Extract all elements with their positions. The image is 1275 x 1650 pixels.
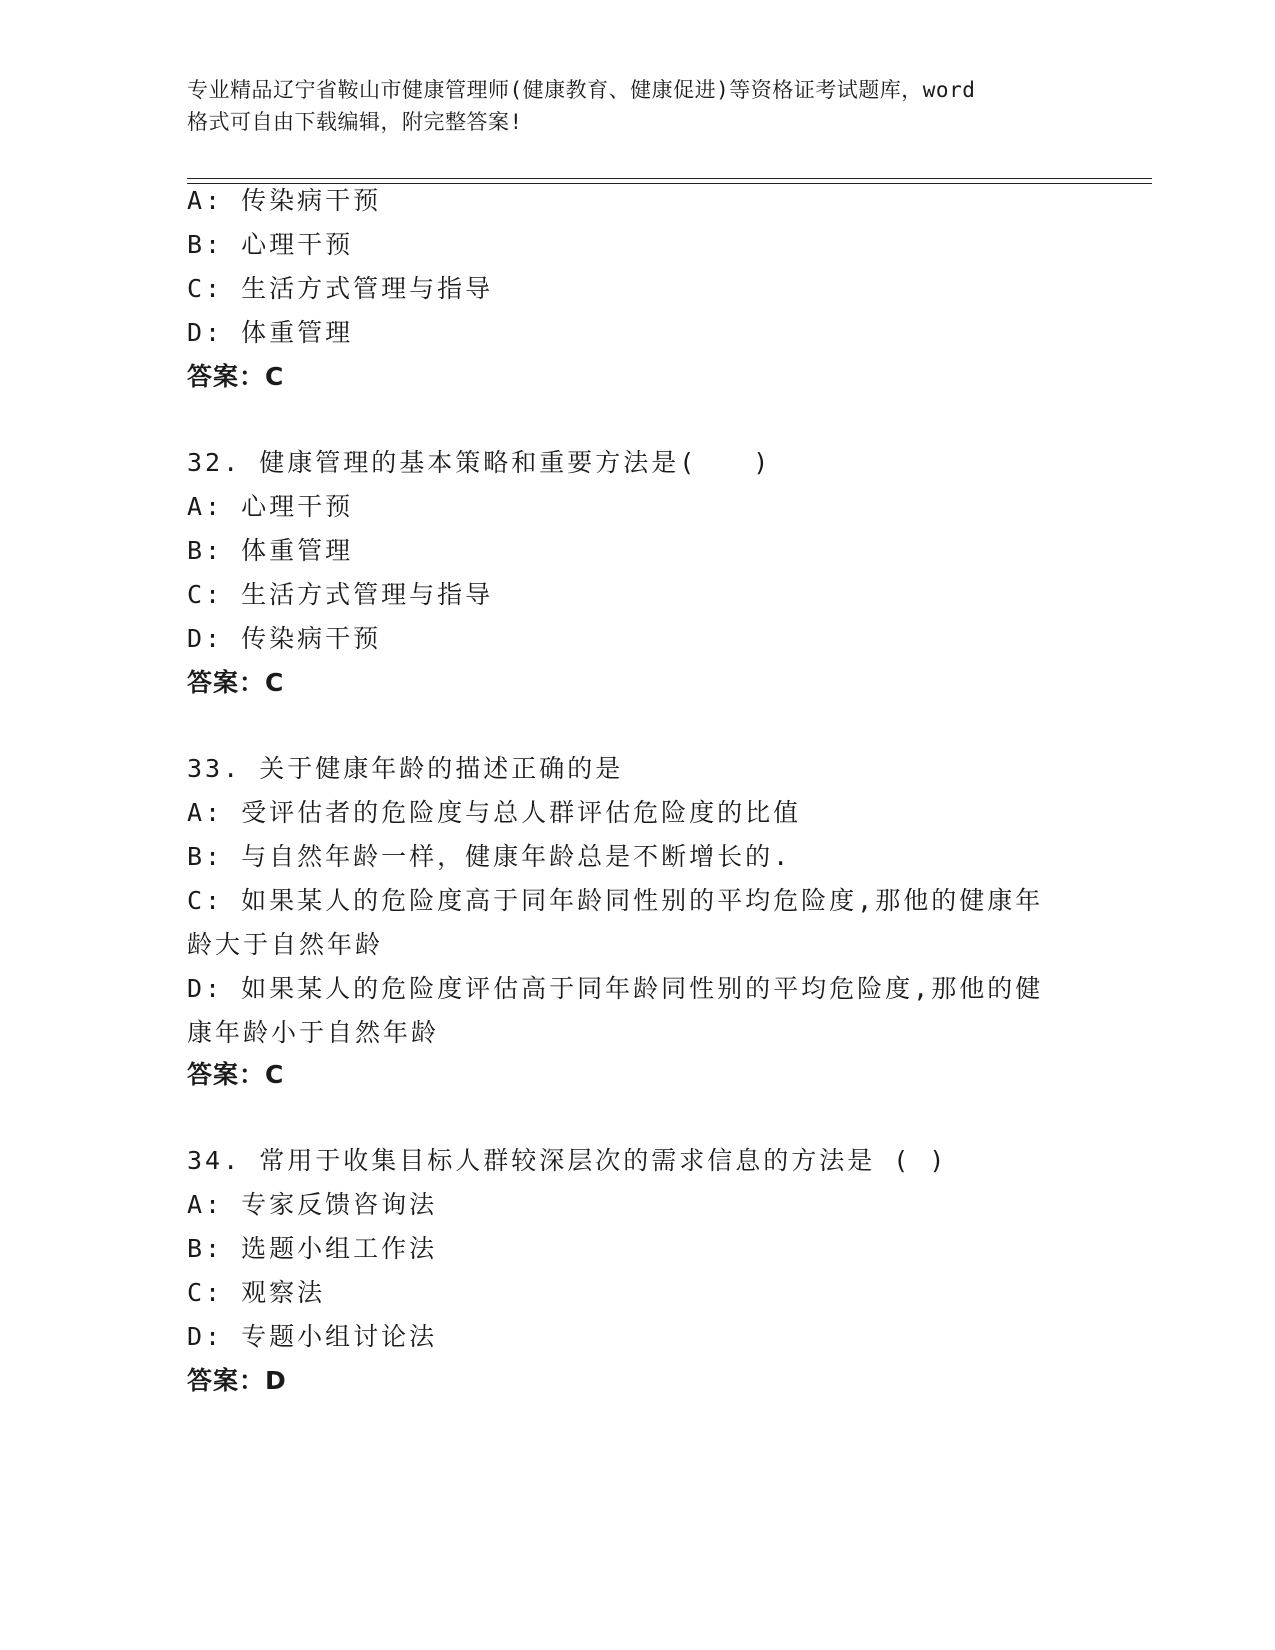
q31-option-d: D: 体重管理 <box>187 318 354 347</box>
q33-answer: 答案：C <box>187 1060 285 1089</box>
header-divider <box>187 178 1152 184</box>
q32-option-d: D: 传染病干预 <box>187 624 382 653</box>
q34-question: 34. 常用于收集目标人群较深层次的需求信息的方法是 ( ) <box>187 1146 948 1175</box>
q34-option-b: B: 选题小组工作法 <box>187 1234 438 1263</box>
q31-option-b: B: 心理干预 <box>187 230 354 259</box>
q33-option-c-line-2: 龄大于自然年龄 <box>187 930 384 959</box>
q32-option-b: B: 体重管理 <box>187 536 354 565</box>
q34-answer: 答案：D <box>187 1366 287 1395</box>
q33-option-a: A: 受评估者的危险度与总人群评估危险度的比值 <box>187 798 802 827</box>
header-line-2: 格式可自由下载编辑，附完整答案! <box>187 110 523 134</box>
q32-option-a: A: 心理干预 <box>187 492 354 521</box>
q32-question: 32. 健康管理的基本策略和重要方法是( ) <box>187 448 772 477</box>
document-header <box>187 74 1087 138</box>
q32-option-c: C: 生活方式管理与指导 <box>187 580 494 609</box>
q33-option-c-line-1: C: 如果某人的危险度高于同年龄同性别的平均危险度,那他的健康年 <box>187 886 1044 915</box>
q34-option-d: D: 专题小组讨论法 <box>187 1322 438 1351</box>
q31-answer: 答案：C <box>187 362 285 391</box>
q31-option-c: C: 生活方式管理与指导 <box>187 274 494 303</box>
q33-option-d-line-2: 康年龄小于自然年龄 <box>187 1018 440 1047</box>
header-line-1: 专业精品辽宁省鞍山市健康管理师(健康教育、健康促进)等资格证考试题库，word <box>187 78 976 102</box>
q31-option-a: A: 传染病干预 <box>187 186 382 215</box>
q32-answer: 答案：C <box>187 668 285 697</box>
q34-option-a: A: 专家反馈咨询法 <box>187 1190 438 1219</box>
q33-option-d-line-1: D: 如果某人的危险度评估高于同年龄同性别的平均危险度,那他的健 <box>187 974 1044 1003</box>
q33-question: 33. 关于健康年龄的描述正确的是 <box>187 754 624 783</box>
q33-option-b: B: 与自然年龄一样，健康年龄总是不断增长的. <box>187 842 792 871</box>
q34-option-c: C: 观察法 <box>187 1278 326 1307</box>
